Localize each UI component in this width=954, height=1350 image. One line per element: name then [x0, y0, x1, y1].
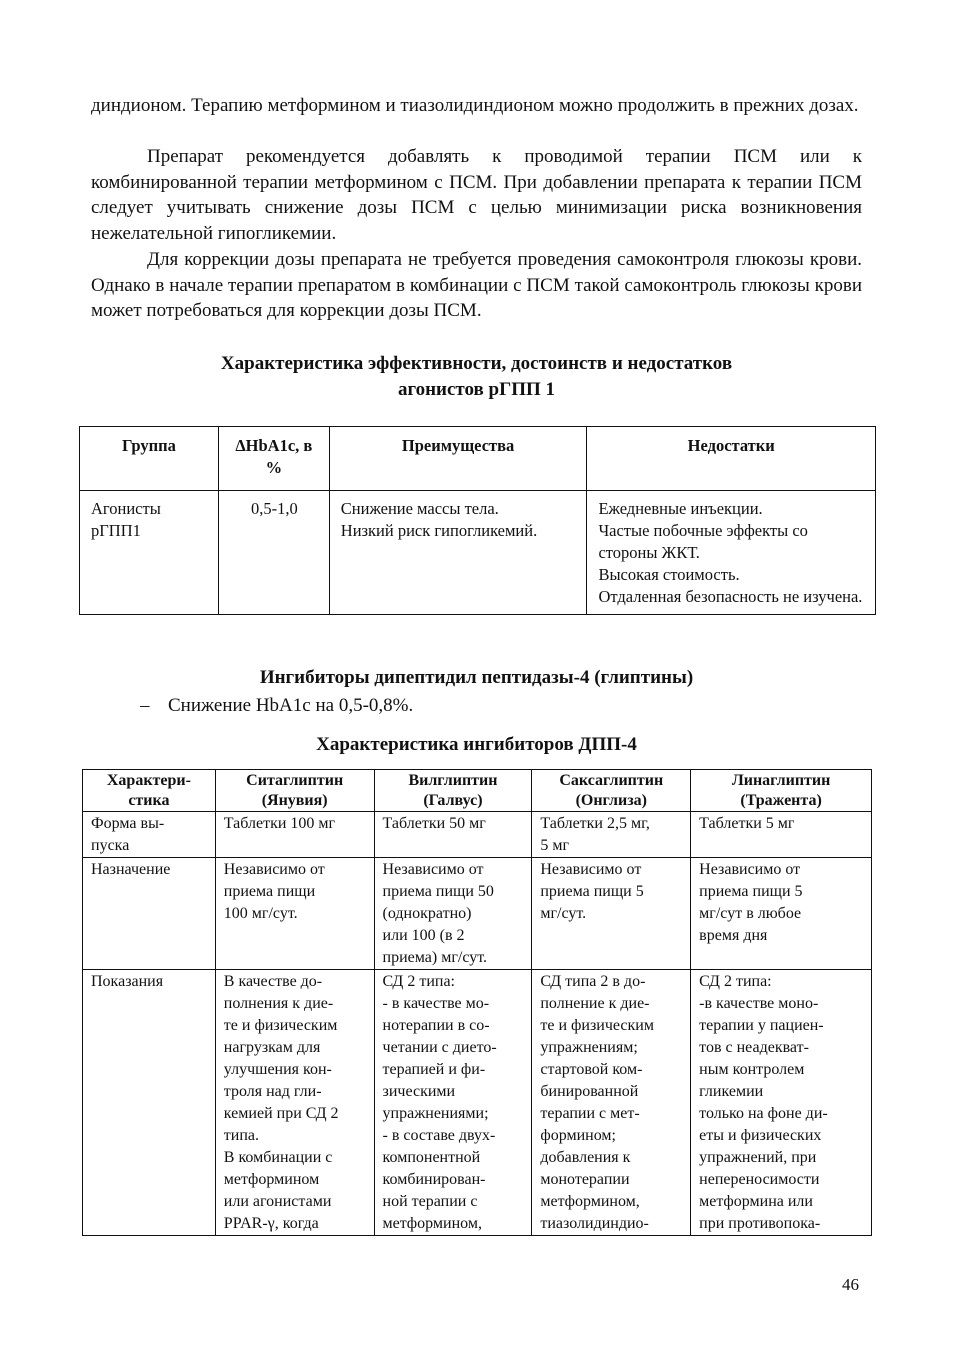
- table-cell: [532, 858, 691, 970]
- cell-line: полнение к дие-: [540, 995, 650, 1012]
- cell-line: пуска: [91, 837, 130, 854]
- header-group: Группа: [80, 427, 219, 491]
- cell-line: метформина или: [699, 1193, 813, 1210]
- header-line: Вилглиптин: [408, 772, 498, 789]
- cell-line: СД 2 типа:: [699, 973, 772, 990]
- paragraph-self-control: Для коррекции дозы препарата не требуется проведения самоконтроля глюкозы крови. Однако в начале терапии препаратом в комбинации с ПСМ такой самоконтроль глюкозы крови может потребоваться для коррекции дозы ПСМ.: [91, 249, 862, 322]
- section-heading-dpp4: Ингибиторы дипептидил пептидазы-4 (глиптины): [259, 667, 694, 688]
- table-cell: [374, 812, 532, 858]
- cell-line: Независимо от: [223, 861, 325, 878]
- table-cell: [374, 858, 532, 970]
- cell-line: упражнениям;: [540, 1039, 638, 1056]
- dash-marker: –: [140, 695, 150, 716]
- cell-line: терапией и фи-: [382, 1061, 486, 1078]
- cell-line: ным контролем: [699, 1061, 805, 1078]
- cell-line: те и физическим: [540, 1017, 654, 1034]
- cell-line: бинированной: [540, 1083, 639, 1100]
- header-cell: [215, 770, 374, 812]
- table-cell: [215, 970, 374, 1236]
- paragraph-continuation: диндионом. Терапию метформином и тиазолидиндионом можно продолжить в прежних дозах.: [91, 95, 859, 116]
- cell-line: -в качестве моно-: [699, 995, 819, 1012]
- cell-line: ной терапии с: [382, 1193, 478, 1210]
- disadvantage-item: Ежедневные инъекции.: [598, 499, 763, 518]
- header-cell: [374, 770, 532, 812]
- cell-line: Форма вы-: [91, 815, 165, 832]
- advantage-item: Снижение массы тела.: [340, 499, 499, 518]
- cell-line: метформином,: [540, 1193, 640, 1210]
- cell-disadvantages: [587, 491, 876, 615]
- cell-line: (однократно): [382, 905, 472, 922]
- cell-line: кемией при СД 2: [223, 1105, 339, 1122]
- cell-line: терапии с мет-: [540, 1105, 640, 1122]
- header-line: Характери-: [106, 772, 191, 789]
- cell-line: монотерапии: [540, 1171, 630, 1188]
- cell-line: гликемии: [699, 1083, 764, 1100]
- table-cell: [691, 858, 872, 970]
- table-row: [83, 970, 872, 1236]
- cell-group: Агонисты рГПП1: [80, 491, 219, 615]
- cell-line: формином;: [540, 1127, 616, 1144]
- cell-line: Таблетки 5 мг: [699, 815, 795, 832]
- cell-line: В качестве до-: [223, 973, 323, 990]
- cell-line: Показания: [91, 973, 164, 990]
- cell-line: приема) мг/сут.: [382, 949, 488, 966]
- cell-line: тиазолидиндио-: [540, 1215, 649, 1232]
- cell-line: упражнениями;: [382, 1105, 489, 1122]
- table1-title-line1: Характеристика эффективности, достоинств и недостатков: [220, 353, 733, 374]
- cell-line: троля над гли-: [223, 1083, 322, 1100]
- table1-title-line2: агонистов рГПП 1: [397, 379, 556, 400]
- cell-line: Независимо от: [382, 861, 484, 878]
- table-cell: [532, 812, 691, 858]
- cell-line: Назначение: [91, 861, 171, 878]
- cell-line: только на фоне ди-: [699, 1105, 828, 1122]
- table-cell: [532, 970, 691, 1236]
- table-cell: [215, 812, 374, 858]
- header-line: Саксаглиптин: [559, 772, 664, 789]
- cell-line: тов с неадекват-: [699, 1039, 809, 1056]
- header-disadvantages: Недостатки: [587, 427, 876, 491]
- cell-line: приема пищи 5: [540, 883, 644, 900]
- header-advantages: Преимущества: [329, 427, 587, 491]
- cell-line: нотерапии в со-: [382, 1017, 490, 1034]
- cell-line: время дня: [699, 927, 768, 944]
- cell-line: мг/сут в любое: [699, 905, 802, 922]
- header-line: стика: [128, 792, 170, 809]
- cell-line: метформином,: [382, 1215, 482, 1232]
- cell-line: или агонистами: [223, 1193, 332, 1210]
- cell-line: типа.: [223, 1127, 260, 1144]
- cell-line: добавления к: [540, 1149, 631, 1166]
- cell-line: четании с дието-: [382, 1039, 497, 1056]
- disadvantage-item: Отдаленная безопасность не изучена.: [598, 587, 863, 606]
- table-header-row: [80, 427, 876, 491]
- cell-line: - в качестве мо-: [382, 995, 490, 1012]
- cell-line: PPAR-γ, когда: [223, 1215, 319, 1232]
- cell-advantages: [329, 491, 587, 615]
- header-cell: [83, 770, 216, 812]
- cell-line: - в составе двух-: [382, 1127, 496, 1144]
- cell-line: улучшения кон-: [223, 1061, 332, 1078]
- table-header-row: [83, 770, 872, 812]
- paragraph-psm: Препарат рекомендуется добавлять к проводимой терапии ПСМ или к комбинированной терапии метформином с ПСМ. При добавлении препарата к терапии ПСМ следует учитывать снижение дозы ПСМ с целью минимизации риска возникновения нежелательной гипогликемии.: [91, 146, 862, 244]
- cell-line: Независимо от: [540, 861, 642, 878]
- cell-line: непереносимости: [699, 1171, 820, 1188]
- table-cell: [215, 858, 374, 970]
- table1-title: [91, 351, 862, 403]
- cell-line: СД 2 типа:: [382, 973, 455, 990]
- cell-line: Независимо от: [699, 861, 801, 878]
- cell-line: еты и физических: [699, 1127, 822, 1144]
- table-row: [80, 491, 876, 615]
- bullet-text: Снижение HbA1c на 0,5-0,8%.: [168, 695, 414, 716]
- glp1-agonists-table: [79, 426, 876, 615]
- bullet-hba1c-reduction: [140, 693, 413, 719]
- cell-line: или 100 (в 2: [382, 927, 465, 944]
- row-label-cell: [83, 858, 216, 970]
- cell-line: полнения к дие-: [223, 995, 334, 1012]
- header-line: (Янувия): [261, 792, 328, 809]
- cell-line: В комбинации с: [223, 1149, 333, 1166]
- cell-line: те и физическим: [223, 1017, 338, 1034]
- cell-line: 100 мг/сут.: [223, 905, 298, 922]
- cell-line: компонентной: [382, 1149, 481, 1166]
- header-line: (Галвус): [423, 792, 483, 809]
- disadvantage-item: Высокая стоимость.: [598, 565, 740, 584]
- header-hba1c: ΔHbA1c, в %: [218, 427, 329, 491]
- cell-line: при противопока-: [699, 1215, 821, 1232]
- cell-line: зическими: [382, 1083, 456, 1100]
- header-line: (Онглиза): [575, 792, 647, 809]
- disadvantage-item: Частые побочные эффекты со стороны ЖКТ.: [598, 521, 808, 562]
- table2-title: Характеристика ингибиторов ДПП-4: [316, 734, 637, 755]
- cell-line: Таблетки 2,5 мг,: [540, 815, 650, 832]
- cell-line: мг/сут.: [540, 905, 587, 922]
- cell-line: упражнений, при: [699, 1149, 817, 1166]
- dpp4-inhibitors-table: [82, 769, 872, 1236]
- header-line: Ситаглиптин: [246, 772, 344, 789]
- cell-line: 5 мг: [540, 837, 570, 854]
- table-row: [83, 858, 872, 970]
- cell-line: приема пищи: [223, 883, 316, 900]
- cell-line: метформином: [223, 1171, 320, 1188]
- header-cell: [691, 770, 872, 812]
- table-cell: [374, 970, 532, 1236]
- cell-line: комбинирован-: [382, 1171, 486, 1188]
- row-label-cell: [83, 970, 216, 1236]
- cell-line: стартовой ком-: [540, 1061, 643, 1078]
- advantage-item: Низкий риск гипогликемий.: [340, 521, 538, 540]
- cell-line: нагрузкам для: [223, 1039, 321, 1056]
- cell-line: СД типа 2 в до-: [540, 973, 646, 990]
- cell-line: терапии у пациен-: [699, 1017, 824, 1034]
- cell-line: приема пищи 50: [382, 883, 494, 900]
- cell-hba1c: 0,5-1,0: [218, 491, 329, 615]
- row-label-cell: [83, 812, 216, 858]
- header-line: (Тражента): [740, 792, 822, 809]
- cell-line: Таблетки 50 мг: [382, 815, 486, 832]
- page-number: 46: [842, 1275, 859, 1294]
- cell-line: приема пищи 5: [699, 883, 803, 900]
- header-line: Линаглиптин: [731, 772, 831, 789]
- table-cell: [691, 970, 872, 1236]
- cell-line: Таблетки 100 мг: [223, 815, 336, 832]
- table-row: [83, 812, 872, 858]
- header-cell: [532, 770, 691, 812]
- table-cell: [691, 812, 872, 858]
